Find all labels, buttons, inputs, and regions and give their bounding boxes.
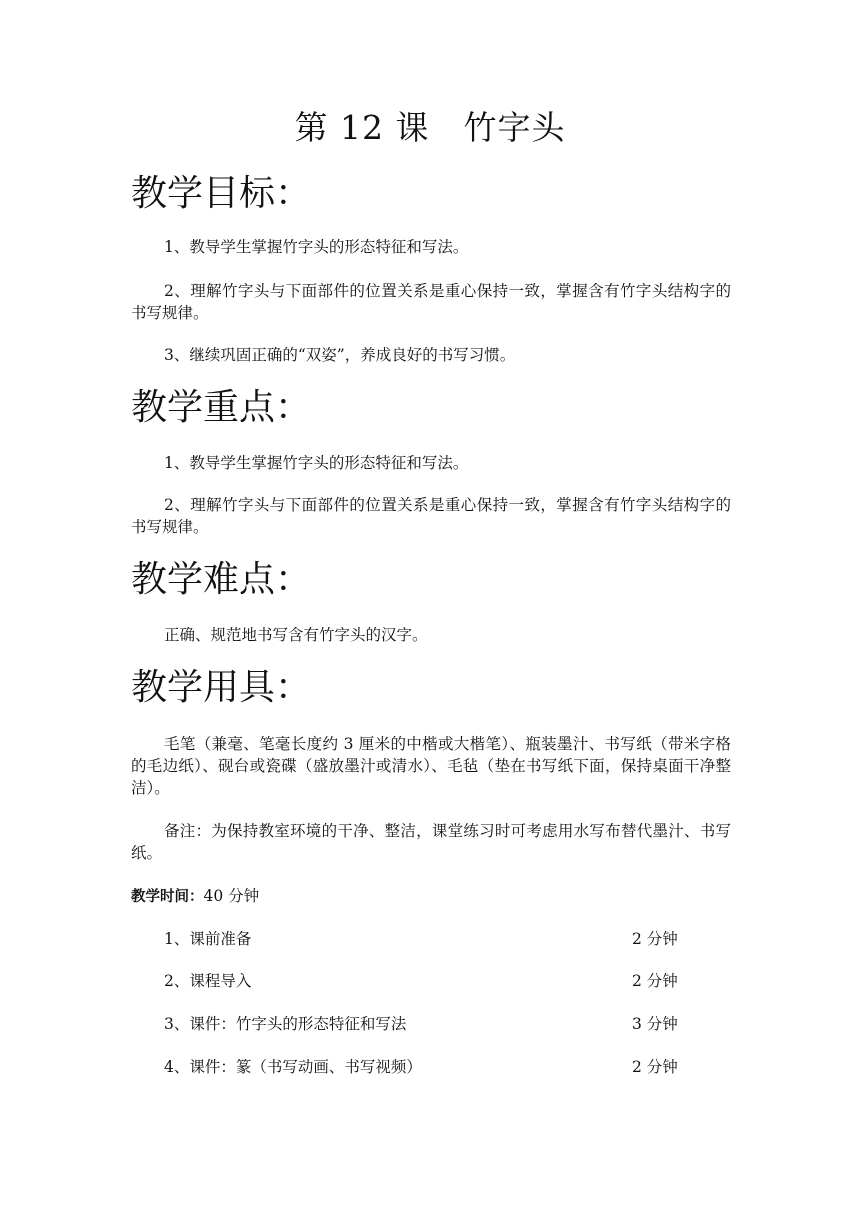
- schedule-step-name: 2、课程导入: [164, 972, 252, 990]
- schedule-row: [164, 970, 684, 992]
- schedule-row: [164, 1056, 684, 1078]
- tools-item-1: 毛笔（兼毫、笔毫长度约 3 厘米的中楷或大楷笔）、瓶装墨汁、书写纸（带米字格的毛边纸）、砚台或瓷碟（盛放墨汁或清水）、毛毡（垫在书写纸下面，保持桌面干净整洁）。: [131, 735, 731, 797]
- schedule-total: [131, 885, 259, 908]
- schedule-label: 教学时间：: [131, 889, 204, 905]
- schedule-step-name: 4、课件：篆（书写动画、书写视频）: [164, 1058, 422, 1076]
- key-points-item-2: 2、理解竹字头与下面部件的位置关系是重心保持一致，掌握含有竹字头结构字的书写规律。: [131, 496, 731, 536]
- schedule-row: [164, 928, 684, 950]
- schedule-row: [164, 1013, 684, 1035]
- schedule-total-value: 40 分钟: [203, 887, 260, 905]
- schedule-step-time: 2 分钟: [632, 972, 678, 990]
- schedule-step-time: 2 分钟: [632, 930, 678, 948]
- objectives-item-1: 1、教导学生掌握竹字头的形态特征和写法。: [164, 238, 469, 256]
- page-title: 第 12 课 竹字头: [294, 108, 566, 147]
- schedule-step-name: 3、课件：竹字头的形态特征和写法: [164, 1015, 407, 1033]
- tools-note: 备注：为保持教室环境的干净、整洁，课堂练习时可考虑用水写布替代墨汁、书写纸。: [131, 822, 731, 862]
- difficulties-item-1: 正确、规范地书写含有竹字头的汉字。: [164, 626, 428, 644]
- key-points-heading: 教学重点：: [131, 387, 312, 428]
- objectives-item-3: 3、继续巩固正确的“双姿”，养成良好的书写习惯。: [164, 346, 516, 364]
- schedule-step-time: 2 分钟: [632, 1058, 678, 1076]
- schedule-step-name: 1、课前准备: [164, 930, 252, 948]
- difficulties-heading: 教学难点：: [131, 559, 312, 600]
- tools-heading: 教学用具：: [131, 667, 312, 708]
- objectives-item-2: 2、理解竹字头与下面部件的位置关系是重心保持一致，掌握含有竹字头结构字的书写规律。: [131, 282, 731, 322]
- key-points-item-1: 1、教导学生掌握竹字头的形态特征和写法。: [164, 454, 469, 472]
- schedule-step-time: 3 分钟: [632, 1015, 678, 1033]
- objectives-heading: 教学目标：: [131, 173, 312, 214]
